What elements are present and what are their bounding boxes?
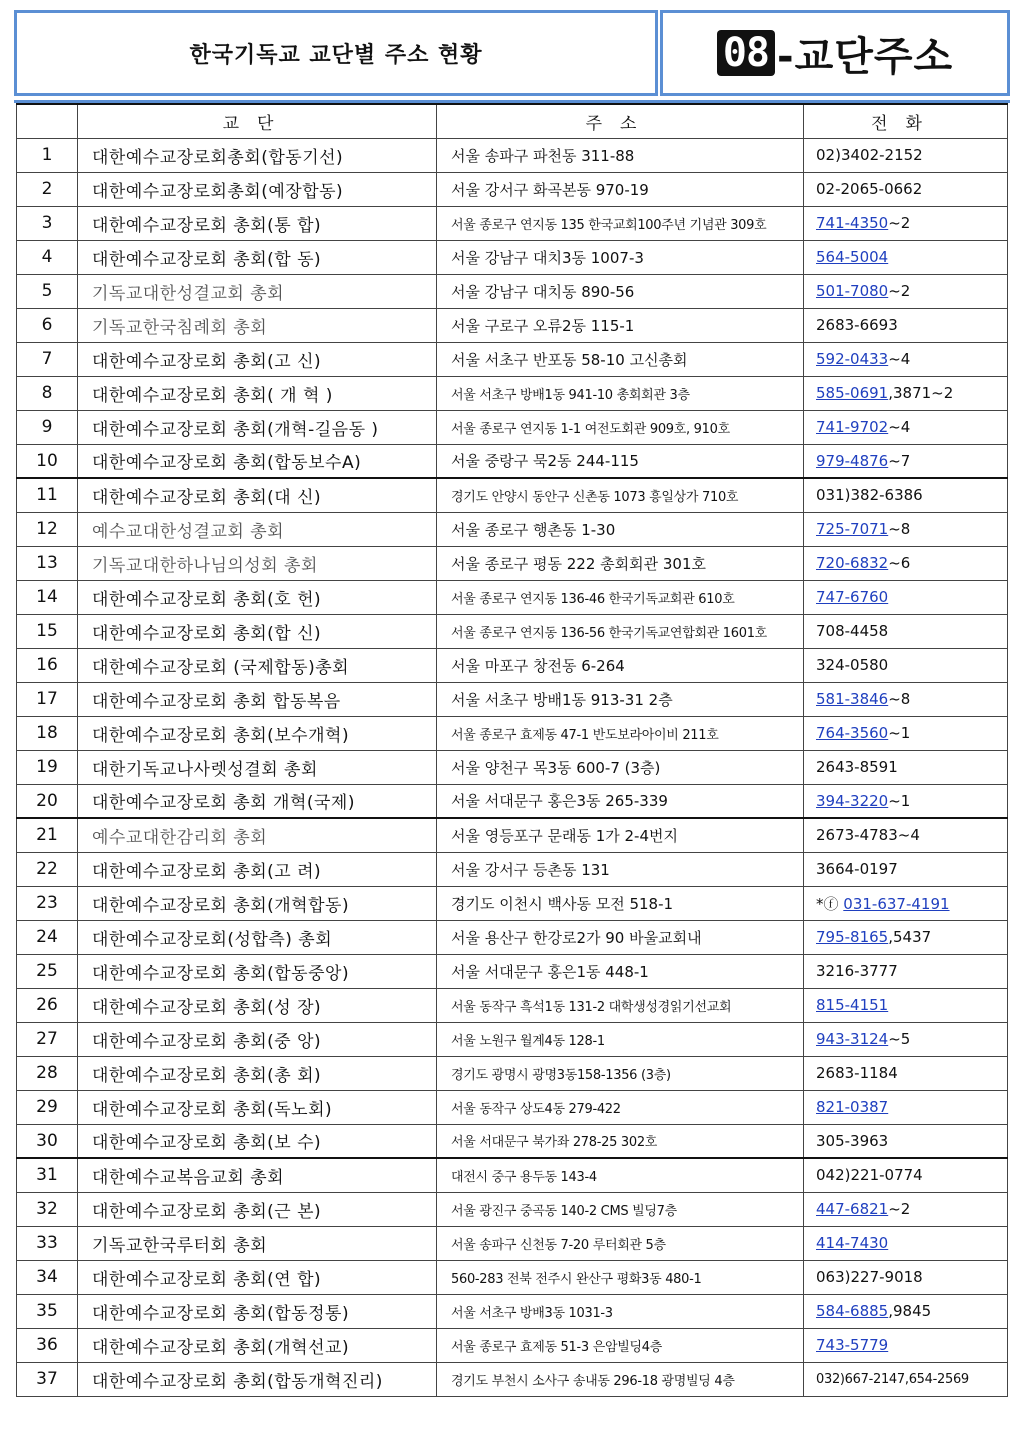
- row-number: 14: [17, 580, 78, 614]
- table-row: [17, 682, 1008, 716]
- phone-text: ,3871~2: [888, 384, 954, 402]
- phone-text: 042)221-0774: [816, 1166, 923, 1185]
- denomination-name: 대한예수교장로회총회(합동기선): [78, 138, 437, 172]
- phone-link[interactable]: 795-8165: [816, 928, 889, 946]
- denomination-name: 대한예수교장로회 총회(독노회): [78, 1090, 437, 1124]
- row-number: 36: [17, 1328, 78, 1362]
- table-row: [17, 1022, 1008, 1056]
- badge-number: 08: [717, 30, 775, 76]
- table-row: [17, 954, 1008, 988]
- denomination-name: 대한예수교장로회(성합측) 총회: [78, 920, 437, 954]
- row-number: 34: [17, 1260, 78, 1294]
- denomination-name: 대한예수교장로회 (국제합동)총회: [78, 648, 437, 682]
- phone-text: 3216-3777: [816, 962, 898, 980]
- denomination-name: 대한예수교장로회 총회(통 합): [78, 206, 437, 240]
- denomination-address: 경기도 부천시 소사구 송내동 296-18 광명빌딩 4층: [437, 1362, 804, 1396]
- denomination-phone: [804, 1158, 1008, 1192]
- denomination-phone: [804, 750, 1008, 784]
- denomination-name: 대한예수교장로회 총회(총 회): [78, 1056, 437, 1090]
- denomination-name: 대한예수교장로회 총회(합 신): [78, 614, 437, 648]
- row-number: 9: [17, 410, 78, 444]
- row-number: 15: [17, 614, 78, 648]
- table-row: [17, 546, 1008, 580]
- table-row: [17, 1328, 1008, 1362]
- table-row: [17, 376, 1008, 410]
- denomination-address: 서울 서대문구 북가좌 278-25 302호: [437, 1124, 804, 1158]
- row-number: 7: [17, 342, 78, 376]
- phone-link[interactable]: 821-0387: [816, 1098, 889, 1116]
- denomination-name: 대한예수교장로회 총회(보 수): [78, 1124, 437, 1158]
- denomination-phone: [804, 342, 1008, 376]
- table-row: [17, 274, 1008, 308]
- table-row: [17, 410, 1008, 444]
- phone-link[interactable]: 564-5004: [816, 248, 889, 266]
- denomination-name: 대한예수교장로회 총회(연 합): [78, 1260, 437, 1294]
- denomination-name: 대한예수교장로회 총회(개혁선교): [78, 1328, 437, 1362]
- phone-text: 708-4458: [816, 622, 889, 640]
- denomination-phone: [804, 1192, 1008, 1226]
- denomination-address: 서울 동작구 상도4동 279-422: [437, 1090, 804, 1124]
- denomination-address: 서울 종로구 연지동 136-46 한국기독교회관 610호: [437, 580, 804, 614]
- phone-link[interactable]: 815-4151: [816, 996, 889, 1014]
- table-header-row: [17, 104, 1008, 138]
- row-number: 21: [17, 818, 78, 852]
- table-row: [17, 1294, 1008, 1328]
- denomination-name: 대한예수교장로회 총회(개혁합동): [78, 886, 437, 920]
- phone-text: ~5: [888, 1030, 911, 1048]
- row-number: 24: [17, 920, 78, 954]
- phone-text: 324-0580: [816, 656, 889, 674]
- row-number: 5: [17, 274, 78, 308]
- denomination-address: 서울 종로구 평동 222 총회회관 301호: [437, 546, 804, 580]
- phone-text: ~1: [888, 724, 911, 742]
- denomination-name: 대한예수교장로회 총회(고 려): [78, 852, 437, 886]
- phone-link[interactable]: 747-6760: [816, 588, 889, 606]
- denomination-phone: [804, 818, 1008, 852]
- table-row: [17, 1158, 1008, 1192]
- denomination-name: 대한예수교장로회 총회(합동정통): [78, 1294, 437, 1328]
- phone-link[interactable]: 581-3846: [816, 690, 889, 708]
- phone-text: ~7: [888, 451, 911, 470]
- denomination-phone: [804, 886, 1008, 920]
- denomination-phone: [804, 716, 1008, 750]
- table-row: [17, 1260, 1008, 1294]
- denomination-name: 대한예수교장로회 총회( 개 혁 ): [78, 376, 437, 410]
- phone-text: ~2: [888, 214, 911, 232]
- table-row: [17, 308, 1008, 342]
- row-number: 17: [17, 682, 78, 716]
- denomination-address: 서울 중랑구 묵2동 244-115: [437, 444, 804, 478]
- row-number: 28: [17, 1056, 78, 1090]
- denomination-address: 경기도 광명시 광명3동158-1356 (3층): [437, 1056, 804, 1090]
- denomination-name: 기독교대한하나님의성회 총회: [78, 546, 437, 580]
- denomination-phone: [804, 988, 1008, 1022]
- denomination-phone: [804, 614, 1008, 648]
- row-number: 6: [17, 308, 78, 342]
- phone-text: ~4: [888, 350, 911, 368]
- phone-link[interactable]: 741-4350: [816, 214, 889, 232]
- denomination-name: 대한예수교장로회 총회 개혁(국제): [78, 784, 437, 818]
- phone-link[interactable]: 720-6832: [816, 554, 889, 572]
- row-number: 19: [17, 750, 78, 784]
- phone-text: ~1: [888, 791, 911, 810]
- denomination-address: 서울 종로구 효제동 47-1 반도보라아이비 211호: [437, 716, 804, 750]
- denomination-name: 대한예수교장로회 총회 합동복음: [78, 682, 437, 716]
- denomination-phone: [804, 852, 1008, 886]
- row-number: 37: [17, 1362, 78, 1396]
- denomination-name: 대한예수교장로회 총회(성 장): [78, 988, 437, 1022]
- denomination-address: 서울 구로구 오류2동 115-1: [437, 308, 804, 342]
- denomination-address: 서울 송파구 신천동 7-20 루터회관 5층: [437, 1226, 804, 1260]
- phone-text: ~8: [888, 520, 911, 538]
- table-row: [17, 138, 1008, 172]
- table-row: [17, 1226, 1008, 1260]
- denomination-name: 기독교한국루터회 총회: [78, 1226, 437, 1260]
- row-number: 23: [17, 886, 78, 920]
- denomination-name: 기독교한국침례회 총회: [78, 308, 437, 342]
- denomination-address: 서울 양천구 목3동 600-7 (3층): [437, 750, 804, 784]
- phone-text: ,5437: [888, 928, 932, 946]
- phone-text: 2683-6693: [816, 316, 898, 334]
- denomination-phone: [804, 1362, 1008, 1396]
- denomination-name: 대한예수교장로회 총회(고 신): [78, 342, 437, 376]
- table-row: [17, 852, 1008, 886]
- denomination-phone: [804, 206, 1008, 240]
- denomination-name: 기독교대한성결교회 총회: [78, 274, 437, 308]
- row-number: 33: [17, 1226, 78, 1260]
- denomination-address: 서울 강남구 대치동 890-56: [437, 274, 804, 308]
- phone-link[interactable]: 743-5779: [816, 1336, 889, 1354]
- denomination-address: 서울 동작구 흑석1동 131-2 대학생성경읽기선교회: [437, 988, 804, 1022]
- row-number: 3: [17, 206, 78, 240]
- table-row: [17, 240, 1008, 274]
- row-number: 30: [17, 1124, 78, 1158]
- denomination-phone: [804, 1056, 1008, 1090]
- denomination-phone: [804, 1328, 1008, 1362]
- denomination-name: 예수교대한성결교회 총회: [78, 512, 437, 546]
- denomination-address: 서울 마포구 창전동 6-264: [437, 648, 804, 682]
- phone-link[interactable]: 979-4876: [816, 451, 889, 470]
- denomination-name: 대한예수교장로회 총회(근 본): [78, 1192, 437, 1226]
- phone-link[interactable]: 414-7430: [816, 1234, 889, 1252]
- denomination-name: 대한예수교장로회 총회(합동개혁진리): [78, 1362, 437, 1396]
- denomination-name: 대한예수교장로회 총회(호 헌): [78, 580, 437, 614]
- denomination-phone: [804, 410, 1008, 444]
- denomination-address: 대전시 중구 용두동 143-4: [437, 1158, 804, 1192]
- denomination-name: 대한예수교장로회 총회(합 동): [78, 240, 437, 274]
- table-row: [17, 716, 1008, 750]
- denomination-table: [16, 103, 1008, 1397]
- phone-link[interactable]: 585-0691: [816, 384, 889, 402]
- denomination-address: 서울 서대문구 홍은1동 448-1: [437, 954, 804, 988]
- denomination-phone: [804, 1022, 1008, 1056]
- denomination-address: 서울 영등포구 문래동 1가 2-4번지: [437, 818, 804, 852]
- table-row: [17, 784, 1008, 818]
- denomination-phone: [804, 1260, 1008, 1294]
- denomination-address: 서울 강서구 등촌동 131: [437, 852, 804, 886]
- denomination-name: 대한예수교장로회 총회(보수개혁): [78, 716, 437, 750]
- row-number: 31: [17, 1158, 78, 1192]
- denomination-phone: [804, 1226, 1008, 1260]
- table-row: [17, 1192, 1008, 1226]
- row-number: 1: [17, 138, 78, 172]
- denomination-address: 서울 노원구 월계4동 128-1: [437, 1022, 804, 1056]
- table-row: [17, 988, 1008, 1022]
- denomination-address: 경기도 안양시 동안구 신촌동 1073 흥일상가 710호: [437, 478, 804, 512]
- denomination-phone: [804, 274, 1008, 308]
- table-row: [17, 818, 1008, 852]
- denomination-phone: [804, 954, 1008, 988]
- denomination-phone: [804, 172, 1008, 206]
- table-body: [17, 138, 1008, 1396]
- phone-text: ~2: [888, 282, 911, 300]
- phone-text: 2673-4783~4: [816, 826, 920, 845]
- denomination-phone: [804, 240, 1008, 274]
- phone-link[interactable]: 725-7071: [816, 520, 889, 538]
- phone-link[interactable]: 447-6821: [816, 1200, 889, 1218]
- phone-link[interactable]: 394-3220: [816, 791, 889, 810]
- denomination-address: 서울 종로구 행촌동 1-30: [437, 512, 804, 546]
- badge-content: [717, 25, 953, 82]
- table-row: [17, 342, 1008, 376]
- denomination-name: 예수교대한감리회 총회: [78, 818, 437, 852]
- row-number: 29: [17, 1090, 78, 1124]
- phone-text: ~6: [888, 554, 911, 572]
- denomination-address: 서울 종로구 효제동 51-3 은암빌딩4층: [437, 1328, 804, 1362]
- denomination-name: 대한예수교장로회 총회(합동보수A): [78, 444, 437, 478]
- table-row: [17, 886, 1008, 920]
- denomination-address: 서울 종로구 연지동 135 한국교회100주년 기념관 309호: [437, 206, 804, 240]
- denomination-name: 대한예수교장로회총회(예장합동): [78, 172, 437, 206]
- badge-label: -교단주소: [777, 33, 954, 80]
- table-row: [17, 1362, 1008, 1396]
- table-row: [17, 478, 1008, 512]
- row-number: 16: [17, 648, 78, 682]
- denomination-name: 대한예수교장로회 총회(대 신): [78, 478, 437, 512]
- table-row: [17, 1090, 1008, 1124]
- row-number: 13: [17, 546, 78, 580]
- page-title: 한국기독교 교단별 주소 현황: [189, 42, 483, 68]
- row-number: 25: [17, 954, 78, 988]
- phone-text: ~2: [888, 1200, 911, 1218]
- phone-text: 02-2065-0662: [816, 180, 923, 198]
- row-number: 22: [17, 852, 78, 886]
- table-row: [17, 580, 1008, 614]
- row-number: 10: [17, 444, 78, 478]
- table-row: [17, 648, 1008, 682]
- denomination-address: 서울 강남구 대치3동 1007-3: [437, 240, 804, 274]
- row-number: 11: [17, 478, 78, 512]
- denomination-phone: [804, 648, 1008, 682]
- column-header-number: [17, 104, 78, 138]
- phone-text: 063)227-9018: [816, 1268, 923, 1286]
- row-number: 32: [17, 1192, 78, 1226]
- denomination-name: 대한예수교장로회 총회(개혁-길음동 ): [78, 410, 437, 444]
- phone-text: 2683-1184: [816, 1064, 898, 1082]
- denomination-address: 서울 서초구 방배1동 941-10 총회회관 3층: [437, 376, 804, 410]
- phone-link[interactable]: 584-6885: [816, 1302, 889, 1320]
- denomination-address: 서울 서초구 방배3동 1031-3: [437, 1294, 804, 1328]
- denomination-address: 서울 강서구 화곡본동 970-19: [437, 172, 804, 206]
- phone-link[interactable]: 592-0433: [816, 350, 889, 368]
- denomination-phone: [804, 580, 1008, 614]
- denomination-address: 서울 광진구 중곡동 140-2 CMS 빌딩7층: [437, 1192, 804, 1226]
- table-row: [17, 614, 1008, 648]
- phone-link[interactable]: 741-9702: [816, 418, 889, 436]
- denomination-name: 대한예수교복음교회 총회: [78, 1158, 437, 1192]
- phone-text: 3664-0197: [816, 860, 898, 878]
- page-header: [14, 10, 1010, 98]
- phone-text: 031)382-6386: [816, 486, 923, 505]
- denomination-address: 서울 용산구 한강로2가 90 바울교회내: [437, 920, 804, 954]
- phone-text: 02)3402-2152: [816, 146, 923, 164]
- denomination-address: 560-283 전북 전주시 완산구 평화3동 480-1: [437, 1260, 804, 1294]
- table-row: [17, 920, 1008, 954]
- denomination-address: 서울 종로구 연지동 136-56 한국기독교연합회관 1601호: [437, 614, 804, 648]
- denomination-phone: [804, 1124, 1008, 1158]
- denomination-phone: [804, 478, 1008, 512]
- table-row: [17, 1124, 1008, 1158]
- column-header-address: 주소: [437, 104, 804, 138]
- table-row: [17, 206, 1008, 240]
- table-row: [17, 750, 1008, 784]
- row-number: 2: [17, 172, 78, 206]
- table-row: [17, 444, 1008, 478]
- row-number: 27: [17, 1022, 78, 1056]
- denomination-address: 서울 종로구 연지동 1-1 여전도회관 909호, 910호: [437, 410, 804, 444]
- table-row: [17, 172, 1008, 206]
- denomination-phone: [804, 1090, 1008, 1124]
- phone-text: 2643-8591: [816, 758, 898, 776]
- section-badge: [660, 10, 1010, 96]
- denomination-address: 서울 서초구 반포동 58-10 고신총회: [437, 342, 804, 376]
- row-number: 18: [17, 716, 78, 750]
- denomination-address: 서울 송파구 파천동 311-88: [437, 138, 804, 172]
- denomination-address: 경기도 이천시 백사동 모전 518-1: [437, 886, 804, 920]
- phone-text: ~4: [888, 418, 911, 436]
- denomination-address: 서울 서초구 방배1동 913-31 2층: [437, 682, 804, 716]
- denomination-phone: [804, 512, 1008, 546]
- row-number: 35: [17, 1294, 78, 1328]
- denomination-phone: [804, 308, 1008, 342]
- denomination-name: 대한예수교장로회 총회(중 앙): [78, 1022, 437, 1056]
- denomination-phone: [804, 682, 1008, 716]
- title-box: [14, 10, 658, 96]
- phone-text: ~8: [888, 690, 911, 708]
- row-number: 26: [17, 988, 78, 1022]
- phone-link[interactable]: 943-3124: [816, 1030, 889, 1048]
- phone-fax-prefix: *ⓕ: [816, 894, 844, 913]
- phone-link[interactable]: 764-3560: [816, 724, 889, 742]
- denomination-phone: [804, 784, 1008, 818]
- denomination-name: 대한기독교나사렛성결회 총회: [78, 750, 437, 784]
- table-row: [17, 1056, 1008, 1090]
- phone-text: ,9845: [888, 1302, 932, 1320]
- denomination-phone: [804, 1294, 1008, 1328]
- denomination-address: 서울 서대문구 홍은3동 265-339: [437, 784, 804, 818]
- phone-link[interactable]: 031-637-4191: [843, 894, 950, 913]
- column-header-denomination: 교단: [78, 104, 437, 138]
- table-row: [17, 512, 1008, 546]
- phone-text: 305-3963: [816, 1131, 889, 1150]
- denomination-name: 대한예수교장로회 총회(합동중앙): [78, 954, 437, 988]
- denomination-phone: [804, 376, 1008, 410]
- row-number: 20: [17, 784, 78, 818]
- column-header-phone: 전화: [804, 104, 1008, 138]
- phone-link[interactable]: 501-7080: [816, 282, 889, 300]
- denomination-phone: [804, 444, 1008, 478]
- row-number: 12: [17, 512, 78, 546]
- denomination-phone: [804, 138, 1008, 172]
- denomination-phone: [804, 920, 1008, 954]
- phone-text: 032)667-2147,654-2569: [816, 1371, 969, 1387]
- row-number: 8: [17, 376, 78, 410]
- row-number: 4: [17, 240, 78, 274]
- denomination-phone: [804, 546, 1008, 580]
